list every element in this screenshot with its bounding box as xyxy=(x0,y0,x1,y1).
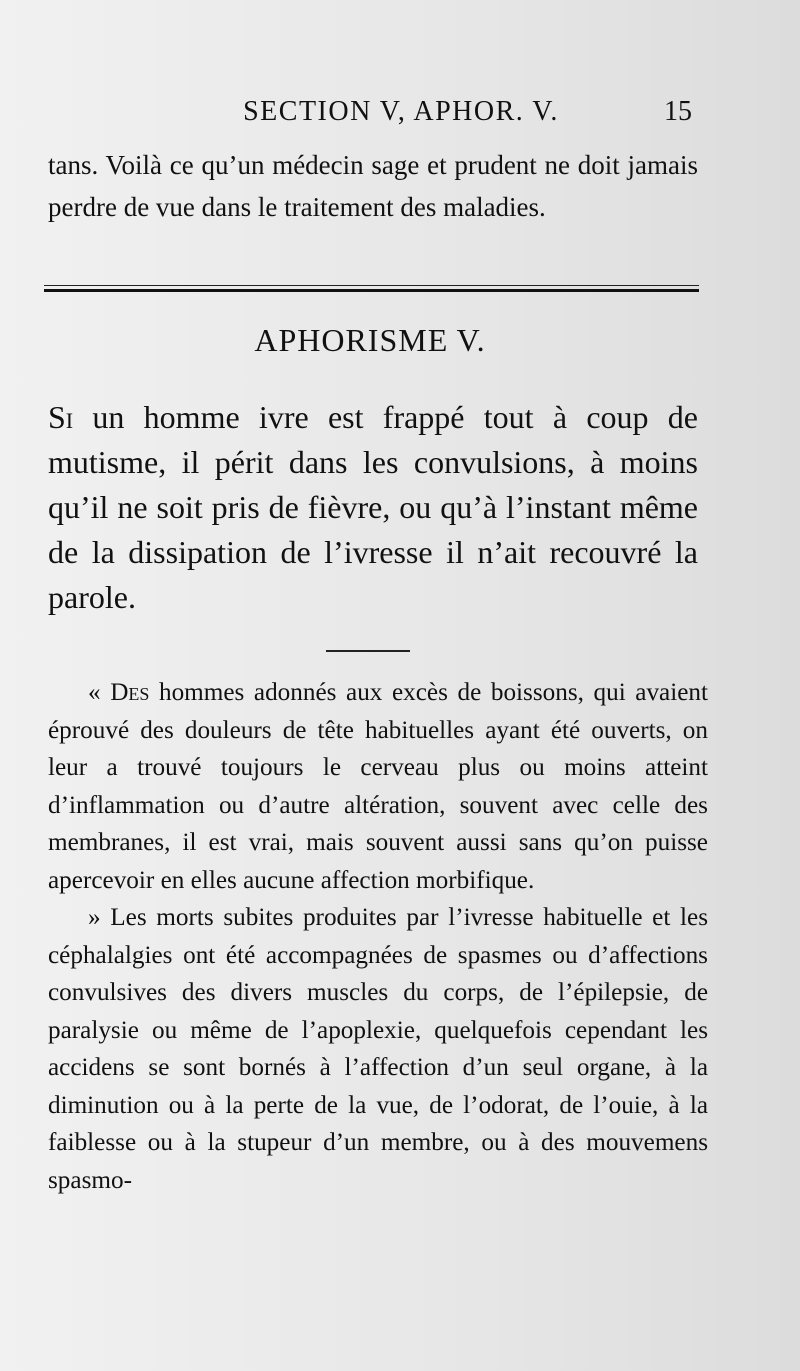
commentary-paragraph-2: » Les morts subites produites par l’ivresse habituelle et les céphalalgies ont été accompagnées de spasmes ou d’affections convulsives des divers muscles du corps, de l’épilepsie, de paralysie ou même de l’apoplexie, quelquefois cependant les accidens se sont bornés à l’affection d’un seul organe, à la diminution ou à la perte de la vue, de l’odorat, de l’ouie, à la faiblesse ou à la stupeur d’un membre, ou à des mouvemens spasmo- xyxy=(48,904,708,1194)
aphorism-title: APHORISME V. xyxy=(254,322,486,358)
aphorism-body xyxy=(48,395,698,620)
running-title: SECTION V, APHOR. V. xyxy=(243,96,559,127)
opening-guillemet: « xyxy=(88,679,111,706)
carryover-paragraph xyxy=(48,144,698,228)
aphorism-first-word: Si xyxy=(48,399,74,435)
commentary-p1-text: hommes adonnés aux excès de boissons, qui avaient éprouvé des douleurs de tête habituelles ayant été ouverts, on leur a trouvé toujours le cerveau plus ou moins atteint d’inflammation ou d’autre altération, souvent avec celle des membranes, il est vrai, mais souvent aussi sans qu’on puisse apercevoir en elles aucune affection morbifique. xyxy=(48,679,709,894)
running-head xyxy=(48,96,692,128)
short-divider xyxy=(326,650,410,652)
commentary-paragraph-1 xyxy=(48,674,708,899)
page-number: 15 xyxy=(664,96,692,127)
commentary-first-word: Des xyxy=(110,679,150,706)
commentary xyxy=(48,674,708,1199)
aphorism-text: un homme ivre est frappé tout à coup de mutisme, il périt dans les convulsions, à moins qu’il ne soit pris de fièvre, ou qu’à l’instant même de la dissipation de l’ivresse il n’ait recouvré la parole. xyxy=(48,399,698,615)
carryover-text: tans. Voilà ce qu’un médecin sage et prudent ne doit jamais perdre de vue dans le traitement des maladies. xyxy=(48,150,698,222)
section-divider xyxy=(44,285,699,292)
